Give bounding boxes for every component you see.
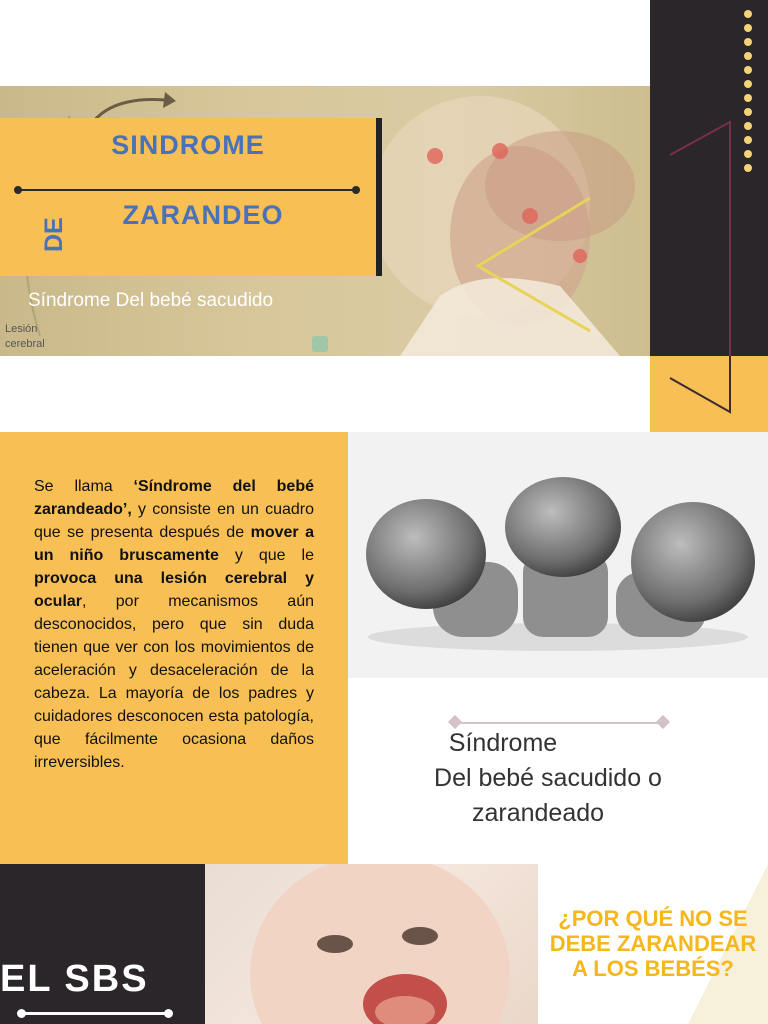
caption-line-2: Del bebé sacudido o bbox=[434, 764, 662, 792]
subtitle: Síndrome Del bebé sacudido bbox=[28, 290, 274, 311]
lesion-dot bbox=[522, 208, 538, 224]
caption-line-1: Síndrome bbox=[448, 729, 558, 757]
question-heading: ¿POR QUÉ NO SE DEBE ZARANDEAR A LOS BEBÉS? bbox=[549, 906, 757, 981]
eye-right bbox=[402, 927, 438, 945]
label-cerebral: cerebral bbox=[5, 338, 45, 350]
sbs-heading: EL SBS bbox=[0, 958, 149, 1000]
title-prefix-vertical: DE bbox=[40, 217, 68, 252]
title-line-2: ZARANDEO bbox=[122, 200, 284, 230]
eye-left bbox=[317, 935, 353, 953]
crying-baby-photo bbox=[205, 864, 538, 1024]
sbs-underline bbox=[20, 1012, 170, 1015]
lesion-dot bbox=[492, 143, 508, 159]
arrow-head bbox=[163, 92, 176, 108]
dot-column-decoration bbox=[744, 10, 756, 178]
caption-line-3: zarandeado bbox=[471, 799, 605, 827]
lesion-dot bbox=[427, 148, 443, 164]
title-divider bbox=[16, 189, 358, 191]
yellow-square bbox=[650, 356, 768, 432]
lesion-dot bbox=[573, 249, 587, 263]
title-box-edge bbox=[376, 118, 382, 276]
baby-head-left bbox=[366, 499, 486, 609]
baby-head-right bbox=[631, 502, 755, 622]
description-text: Se llama ‘Síndrome del bebé zarandeado’, y consiste en un cuadro que se presenta después de mover a un niño bruscamente y que le provoca una lesión cerebral y ocular, por mecanismos aún desconocidos, pero que sin duda tienen que ver con los movimientos de aceleración y desaceleración de la cabeza. La mayoría de los padres y cuidadores desconocen esta patología, que fácilmente ocasiona daños irreversibles. bbox=[34, 478, 315, 771]
title-line-1: SINDROME bbox=[111, 130, 265, 160]
caption-divider bbox=[454, 722, 664, 724]
baby-heads-illustration bbox=[348, 432, 768, 678]
babies-image bbox=[348, 432, 768, 678]
baby-head-center bbox=[505, 477, 621, 577]
label-lesion: Lesión bbox=[5, 323, 38, 335]
